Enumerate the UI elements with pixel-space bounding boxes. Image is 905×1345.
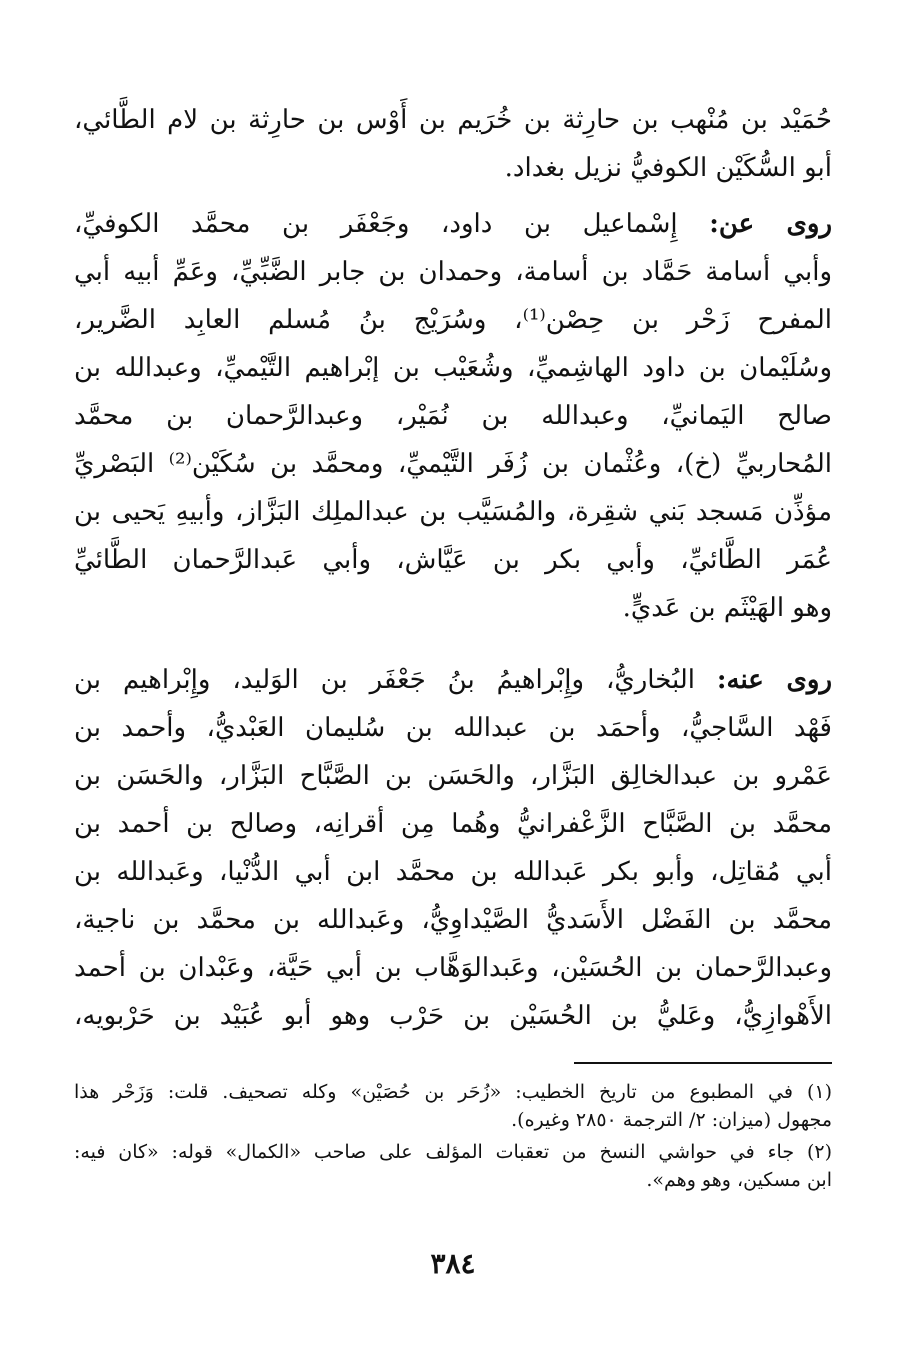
- students-line: محمَّد بن الفَضْل الأَسَديُّ الصَّيْداوِيُّ، وعَبدالله بن محمَّد بن ناجية،: [74, 905, 832, 935]
- students-line-text: البُخاريُّ، وإِبْراهيمُ بنُ جَعْفَر بن الوَليد، وإِبْراهيم بن: [74, 665, 695, 695]
- footnote-line: مجهول (ميزان: ٢/ الترجمة ٢٨٥٠ وغيره).: [511, 1109, 832, 1131]
- footnote-divider: [574, 1062, 832, 1064]
- entry-line: أبو السُّكَيْن الكوفيُّ نزيل بغداد.: [504, 153, 832, 183]
- footnote-number: (١): [806, 1081, 832, 1103]
- students-line: الأَهْوازِيُّ، وعَليُّ بن الحُسَيْن بن حَرْب وهو أبو عُبَيْد بن حَرْبويه،: [74, 1001, 832, 1031]
- teachers-line: [74, 200, 832, 248]
- teachers-line: وسُلَيْمان بن داود الهاشِميِّ، وشُعَيْب بن إبْراهيم التَّيْميِّ، وعبدالله بن: [74, 353, 832, 383]
- footnote-line: [74, 1138, 832, 1166]
- students-label: روى عنه:: [716, 665, 832, 695]
- teachers-line: عُمَر الطَّائيِّ، وأبي بكر بن عَيَّاش، وأبي عَبدالرَّحمان الطَّائيِّ: [74, 545, 832, 575]
- teachers-line: المُحاربيِّ (خ)، وعُثْمان بن زُفَر التَّيْميِّ، ومحمَّد بن سُكَيْن⁽²⁾ البَصْريِّ: [74, 449, 832, 479]
- footnote-number: (٢): [806, 1141, 832, 1163]
- page-number: ٣٨٤: [430, 1247, 476, 1280]
- students-line: وعبدالرَّحمان بن الحُسَيْن، وعَبدالوَهَّاب بن أبي حَيَّة، وعَبْدان بن أحمد: [74, 953, 832, 983]
- teachers-line: المفرح زَحْر بن حِصْن⁽¹⁾، وسُرَيْج بنُ مُسلم العابِد الضَّرير،: [74, 305, 832, 335]
- teachers-line: وهو الهَيْثَم بن عَديٍّ.: [622, 593, 832, 623]
- footnote-line: ابن مسكين، وهو وهم».: [646, 1169, 832, 1191]
- students-line: فَهْد السَّاجيُّ، وأحمَد بن عبدالله بن سُليمان العَبْديُّ، وأحمد بن: [74, 713, 832, 743]
- teachers-label: روى عن:: [709, 209, 833, 239]
- teachers-line: مؤذِّن مَسجد بَني شقِرة، والمُسَيَّب بن عبدالملِك البَزَّاز، وأبيهِ يَحيى بن: [74, 497, 832, 527]
- students-line: محمَّد بن الصَّبَّاح الزَّعْفرانيُّ وهُما مِن أقرانِه، وصالح بن أحمد بن: [74, 809, 832, 839]
- students-line: عَمْرو بن عبدالخالِق البَزَّار، والحَسَن بن الصَّبَّاح البَزَّار، والحَسَن بن: [74, 761, 832, 791]
- teachers-line: صالح اليَمانيِّ، وعبدالله بن نُمَيْر، وعبدالرَّحمان بن محمَّد: [74, 401, 832, 431]
- students-line: [74, 656, 832, 704]
- teachers-line: وأبي أسامة حَمَّاد بن أسامة، وحمدان بن جابر الضَّبِّيِّ، وعَمِّ أبيه أبي: [74, 257, 832, 287]
- footnote-text: في المطبوع من تاريخ الخطيب: «زُحَر بن حُصَيْن» وكله تصحيف. قلت: وَزَحْر هذا: [74, 1081, 793, 1103]
- teachers-line-text: إِسْماعيل بن داود، وجَعْفَر بن محمَّد الكوفيِّ،: [74, 209, 678, 239]
- footnote-text: جاء في حواشي النسخ من تعقبات المؤلف على صاحب «الكمال» قوله: «كان فيه:: [74, 1141, 795, 1163]
- students-line: أبي مُقاتِل، وأبو بكر عَبدالله بن محمَّد ابن أبي الدُّنْيا، وعَبدالله بن: [74, 857, 832, 887]
- footnote-line: [74, 1078, 832, 1106]
- entry-line: حُمَيْد بن مُنْهب بن حارِثة بن خُرَيم بن أَوْس بن حارِثة بن لام الطَّائي،: [74, 105, 832, 135]
